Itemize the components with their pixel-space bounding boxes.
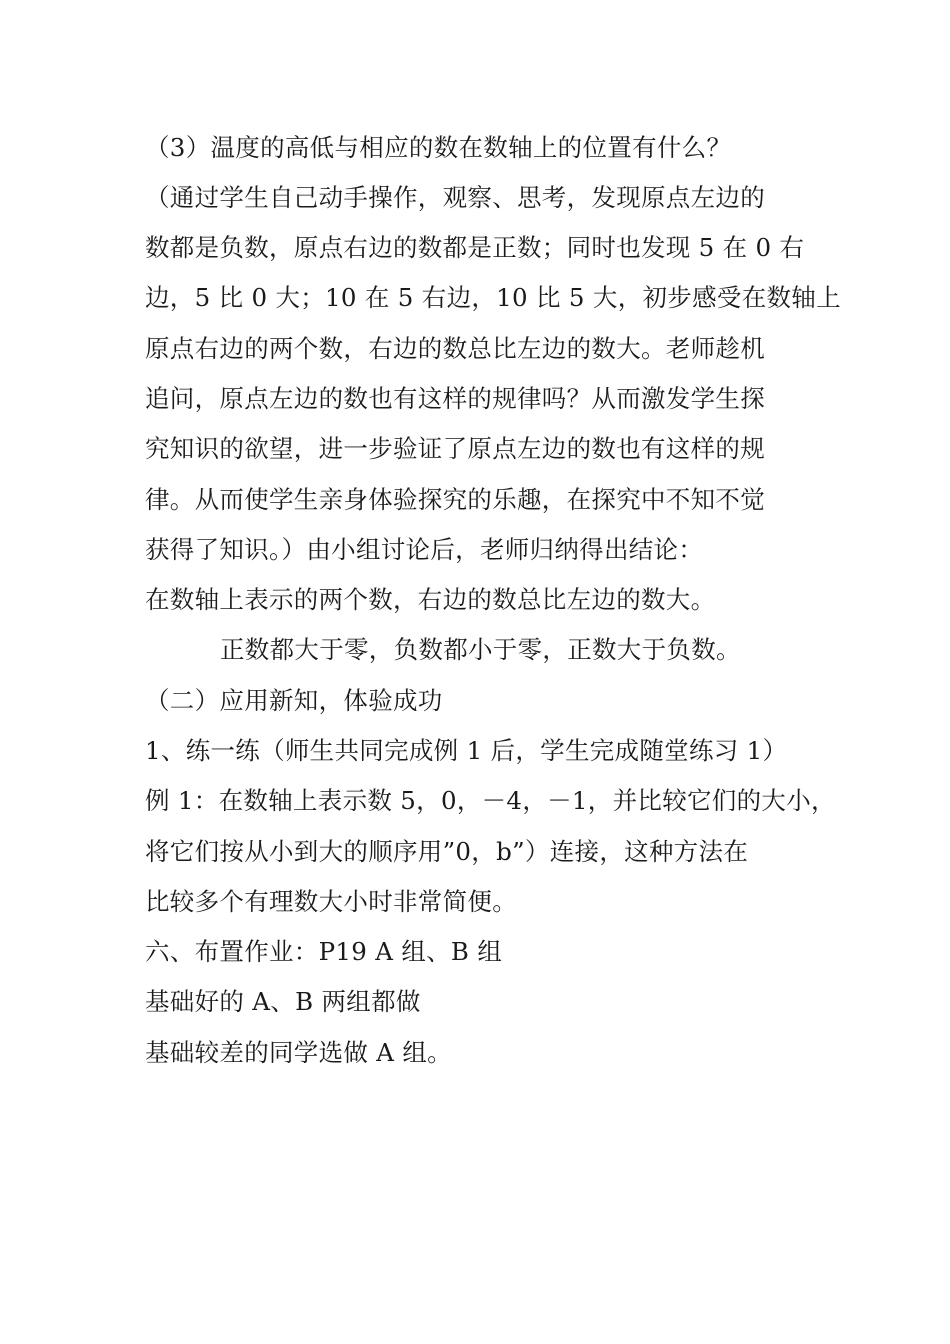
example-line-2: 将它们按从小到大的顺序用”0，b”）连接，这种方法在	[145, 837, 749, 866]
exercise-line: 1、练一练（师生共同完成例 1 后，学生完成随堂练习 1）	[145, 736, 788, 765]
text-line-2: （通过学生自己动手操作，观察、思考，发现原点左边的	[145, 183, 765, 212]
text-line-5: 原点右边的两个数，右边的数总比左边的数大。老师趁机	[145, 334, 765, 363]
conclusion-line: 在数轴上表示的两个数，右边的数总比左边的数大。	[145, 585, 716, 614]
text-line-1: （3）温度的高低与相应的数在数轴上的位置有什么？	[145, 133, 732, 162]
example-line-3: 比较多个有理数大小时非常简便。	[145, 887, 517, 916]
text-line-7: 究知识的欲望，进一步验证了原点左边的数也有这样的规	[145, 434, 765, 463]
homework-heading: 六、布置作业：P19 A 组、B 组	[145, 937, 503, 966]
homework-line-2: 基础较差的同学选做 A 组。	[145, 1038, 452, 1067]
text-line-8: 律。从而使学生亲身体验探究的乐趣，在探究中不知不觉	[145, 485, 765, 514]
homework-line-1: 基础好的 A、B 两组都做	[145, 987, 421, 1016]
conclusion-indented-line: 正数都大于零，负数都小于零，正数大于负数。	[220, 635, 741, 664]
text-line-4: 边，5 比 0 大；10 在 5 右边，10 比 5 大，初步感受在数轴上	[145, 283, 841, 312]
section-heading: （二）应用新知，体验成功	[145, 686, 443, 715]
text-line-3: 数都是负数，原点右边的数都是正数；同时也发现 5 在 0 右	[145, 233, 805, 262]
text-line-9: 获得了知识。）由小组讨论后，老师归纳得出结论：	[145, 535, 704, 564]
text-line-6: 追问，原点左边的数也有这样的规律吗？从而激发学生探	[145, 384, 765, 413]
example-line-1: 例 1：在数轴上表示数 5，0，－4，－1，并比较它们的大小，	[145, 786, 836, 815]
